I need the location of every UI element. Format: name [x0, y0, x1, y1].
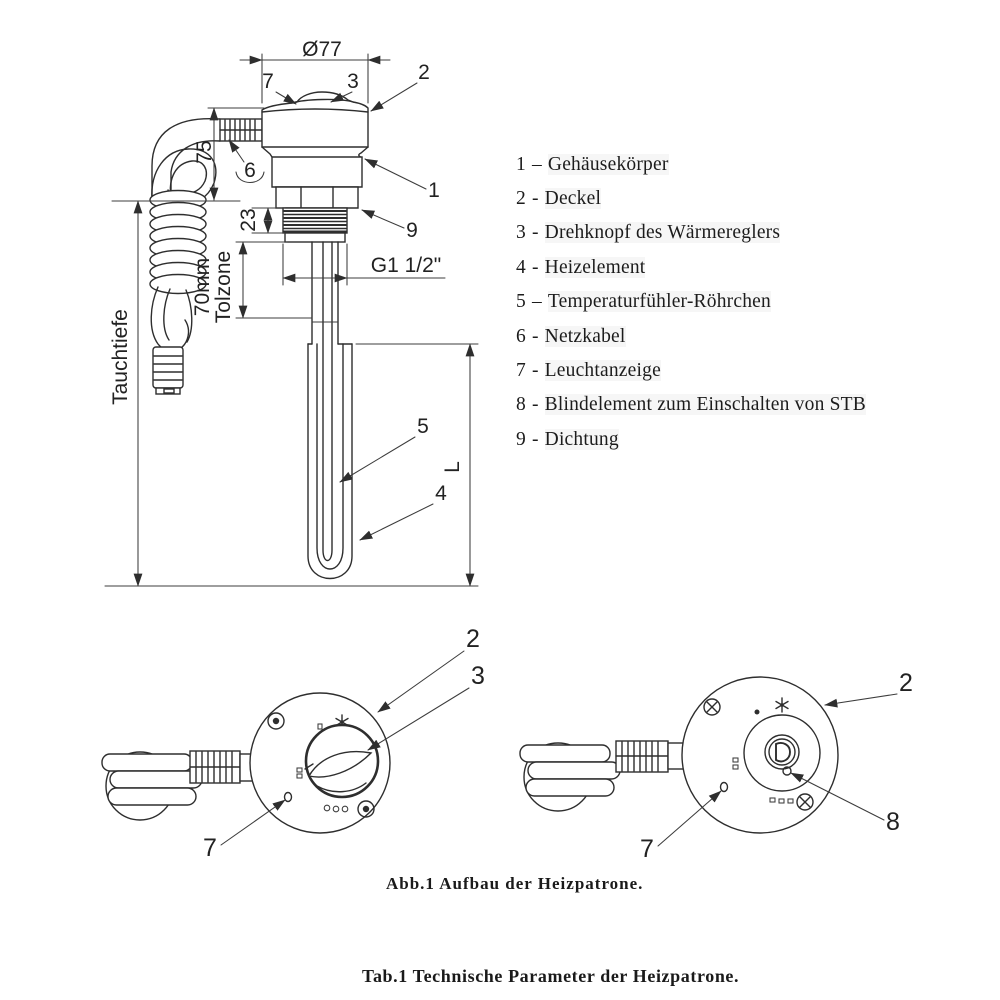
- callout-label: 2: [466, 625, 480, 653]
- dimension-label: Ø77: [302, 38, 342, 61]
- legend-item-label: Netzkabel: [544, 326, 626, 347]
- legend-item: [516, 428, 619, 452]
- dimension-label: G1 1/2": [370, 254, 442, 277]
- dimension-label: Tolzone: [212, 250, 235, 324]
- power-plug: [153, 347, 183, 394]
- callout-label: 5: [417, 415, 429, 438]
- legend-item-separator: -: [531, 326, 539, 347]
- legend-item-separator: -: [531, 222, 539, 243]
- dimension-dead-zone: [191, 242, 312, 323]
- legend-item-number: 3: [516, 222, 526, 243]
- thermostat-knob: [305, 725, 378, 797]
- legend-item-number: 9: [516, 429, 526, 450]
- sensor-tube: [323, 242, 332, 561]
- dimension-immersion-depth: [109, 201, 138, 586]
- legend-item-number: 5: [516, 291, 526, 312]
- callout-2: [378, 625, 480, 712]
- legend-item-separator: –: [531, 291, 542, 312]
- legend-item-separator: –: [531, 154, 542, 175]
- callout-5: [340, 415, 429, 482]
- table-caption: Tab.1 Technische Parameter der Heizpatrone.: [362, 966, 740, 986]
- housing-body: [272, 157, 362, 187]
- collar: [285, 233, 345, 242]
- legend-item-label: Heizelement: [544, 257, 646, 278]
- pipe-thread: [283, 208, 347, 233]
- callout-label: 8: [886, 808, 900, 836]
- dimension-label: Tauchtiefe: [109, 309, 132, 405]
- legend-item: [516, 359, 661, 383]
- callout-label: 9: [406, 219, 418, 242]
- front-view-right: [520, 669, 913, 863]
- legend-item-separator: -: [531, 394, 539, 415]
- legend-item: [516, 393, 866, 417]
- callout-2: [825, 669, 913, 705]
- callout-2: [371, 61, 430, 111]
- legend-item-number: 2: [516, 188, 526, 209]
- cover-face: [682, 677, 838, 833]
- legend-item: [516, 153, 669, 177]
- scale-dot: [755, 710, 760, 715]
- power-plug: [102, 752, 202, 820]
- legend-item-number: 8: [516, 394, 526, 415]
- legend-item-number: 1: [516, 154, 526, 175]
- callout-1: [365, 159, 440, 202]
- legend-item-number: 7: [516, 360, 526, 381]
- dimension-thread-size: [283, 244, 445, 285]
- legend-item-label: Dichtung: [544, 429, 619, 450]
- dimension-label: L: [441, 461, 464, 473]
- dimension-label: 23: [237, 208, 260, 232]
- legend-item-separator: -: [531, 188, 539, 209]
- callout-4: [360, 482, 447, 540]
- dimension-label: 75: [193, 140, 216, 164]
- front-view-left: [102, 625, 485, 862]
- callout-label: 7: [203, 834, 217, 862]
- cable-gland: [220, 119, 262, 141]
- dimension-thread-length: [237, 208, 285, 233]
- cable-gland: [190, 751, 256, 783]
- legend-item-label: Temperaturfühler-Röhrchen: [547, 291, 771, 312]
- callout-label: 3: [471, 662, 485, 690]
- cable-gland: [616, 741, 684, 772]
- callout-label: 2: [418, 61, 430, 84]
- callout-6: [229, 140, 264, 183]
- legend-item: [516, 325, 626, 349]
- side-view: [105, 38, 478, 586]
- legend-item: [516, 187, 601, 211]
- callout-label: 4: [435, 482, 447, 505]
- hex-nut: [276, 187, 358, 208]
- heating-element: [308, 242, 352, 579]
- callout-7: [262, 70, 296, 104]
- callout-7: [640, 791, 721, 863]
- legend-item: [516, 221, 780, 245]
- legend-item-number: 6: [516, 326, 526, 347]
- legend-item-label: Gehäusekörper: [547, 154, 669, 175]
- legend-item: [516, 256, 645, 280]
- legend-item: [516, 290, 771, 314]
- callout-label: 3: [347, 70, 359, 93]
- callout-label: 2: [899, 669, 913, 697]
- dimension-label: 70mm: [191, 257, 214, 317]
- callout-label: 6: [244, 159, 256, 182]
- figure-caption: Abb.1 Aufbau der Heizpatrone.: [386, 874, 644, 893]
- legend-item-label: Leuchtanzeige: [544, 360, 661, 381]
- callout-9: [362, 210, 418, 242]
- dimension-element-length: [356, 344, 478, 586]
- legend-item-separator: -: [531, 429, 539, 450]
- heater-head: [262, 92, 368, 242]
- legend-item-label: Deckel: [544, 188, 602, 209]
- legend-item-separator: -: [531, 257, 539, 278]
- legend-item-label: Blindelement zum Einschalten von STB: [544, 394, 866, 415]
- callout-label: 7: [640, 835, 654, 863]
- callout-label: 7: [262, 70, 274, 93]
- legend-item-label: Drehknopf des Wärmereglers: [544, 222, 781, 243]
- legend-item-separator: -: [531, 360, 539, 381]
- legend-item-number: 4: [516, 257, 526, 278]
- callout-label: 1: [428, 179, 440, 202]
